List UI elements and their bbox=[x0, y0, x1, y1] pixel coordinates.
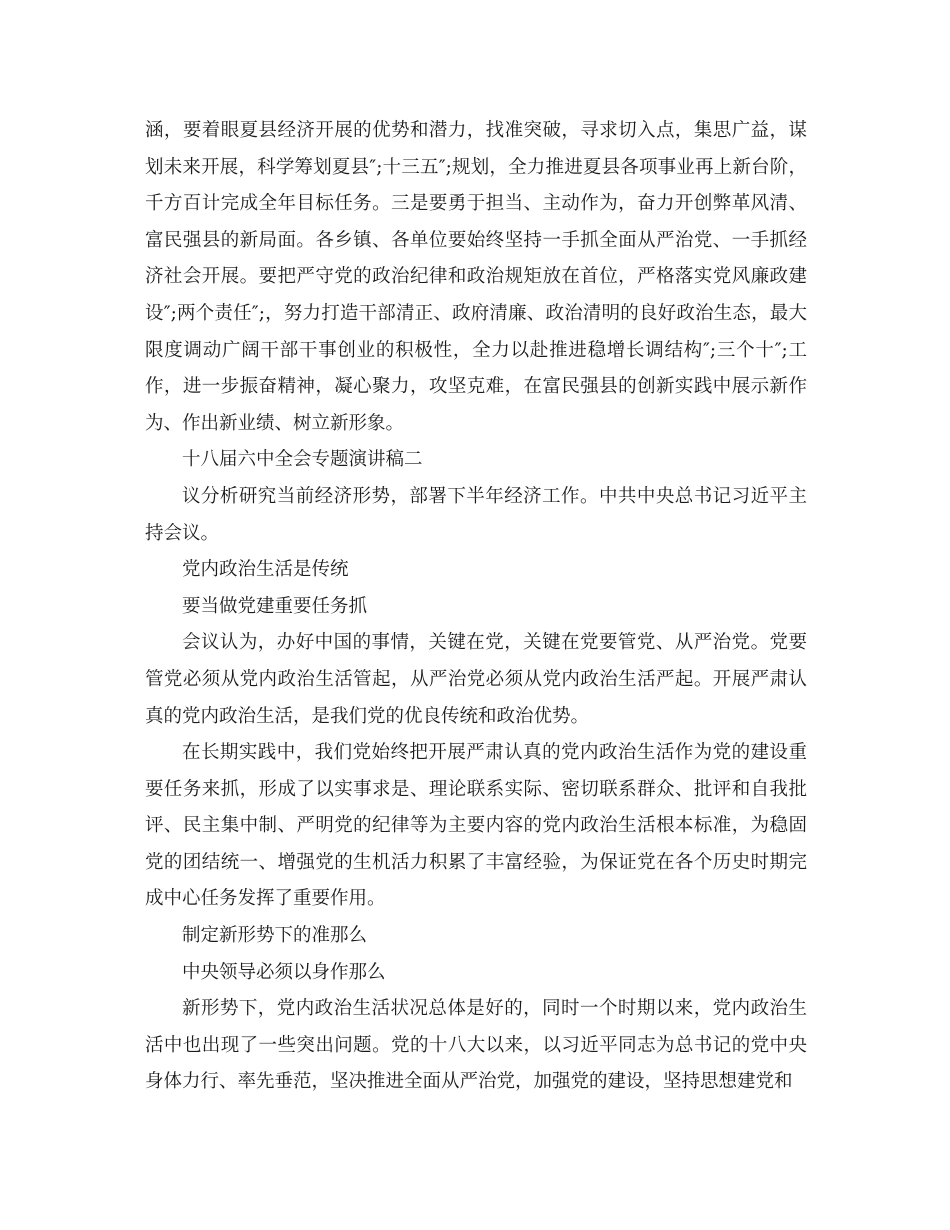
paragraph: 新形势下，党内政治生活状况总体是好的，同时一个时期以来，党内政治生活中也出现了一些突出问题。党的十八大以来，以习近平同志为总书记的党中央身体力行、率先垂范，坚决推进全面从严治党，加强党的建设，坚持思想建党和 bbox=[145, 998, 807, 1093]
section-title: 十八届六中全会专题演讲稿二 bbox=[182, 449, 423, 471]
subheading: 要当做党建重要任务抓 bbox=[182, 595, 368, 617]
subheading: 党内政治生活是传统 bbox=[182, 559, 349, 581]
subheading: 制定新形势下的准那么 bbox=[182, 925, 368, 947]
paragraph: 会议认为，办好中国的事情，关键在党，关键在党要管党、从严治党。党要管党必须从党内政治生活管起，从严治党必须从党内政治生活严起。开展严肃认真的党内政治生活，是我们党的优良传统和政治优势。 bbox=[145, 632, 807, 727]
paragraph: 议分析研究当前经济形势，部署下半年经济工作。中共中央总书记习近平主持会议。 bbox=[145, 485, 807, 544]
paragraph-continuation: 涵，要着眼夏县经济开展的优势和潜力，找准突破，寻求切入点，集思广益，谋划未来开展，科学筹划夏县″;十三五″;规划，全力推进夏县各项事业再上新台阶，千方百计完成全年目标任务。三是要勇于担当、主动作为，奋力开创弊革风清、富民强县的新局面。各乡镇、各单位要始终坚持一手抓全面从严治党、一手抓经济社会开展。要把严守党的政治纪律和政治规矩放在首位，严格落实党风廉政建设″;两个责任″;，努力打造干部清正、政府清廉、政治清明的良好政治生态，最大限度调动广阔干部干事创业的积极性，全力以赴推进稳增长调结构″;三个十″;工作，进一步振奋精神，凝心聚力，攻坚克难，在富民强县的创新实践中展示新作为、作出新业绩、树立新形象。 bbox=[145, 120, 807, 434]
subheading: 中央领导必须以身作那么 bbox=[182, 961, 386, 983]
document-page bbox=[145, 113, 807, 1101]
paragraph: 在长期实践中，我们党始终把开展严肃认真的党内政治生活作为党的建设重要任务来抓，形成了以实事求是、理论联系实际、密切联系群众、批评和自我批评、民主集中制、严明党的纪律等为主要内容的党内政治生活根本标准，为稳固党的团结统一、增强党的生机活力积累了丰富经验，为保证党在各个历史时期完成中心任务发挥了重要作用。 bbox=[145, 742, 807, 910]
